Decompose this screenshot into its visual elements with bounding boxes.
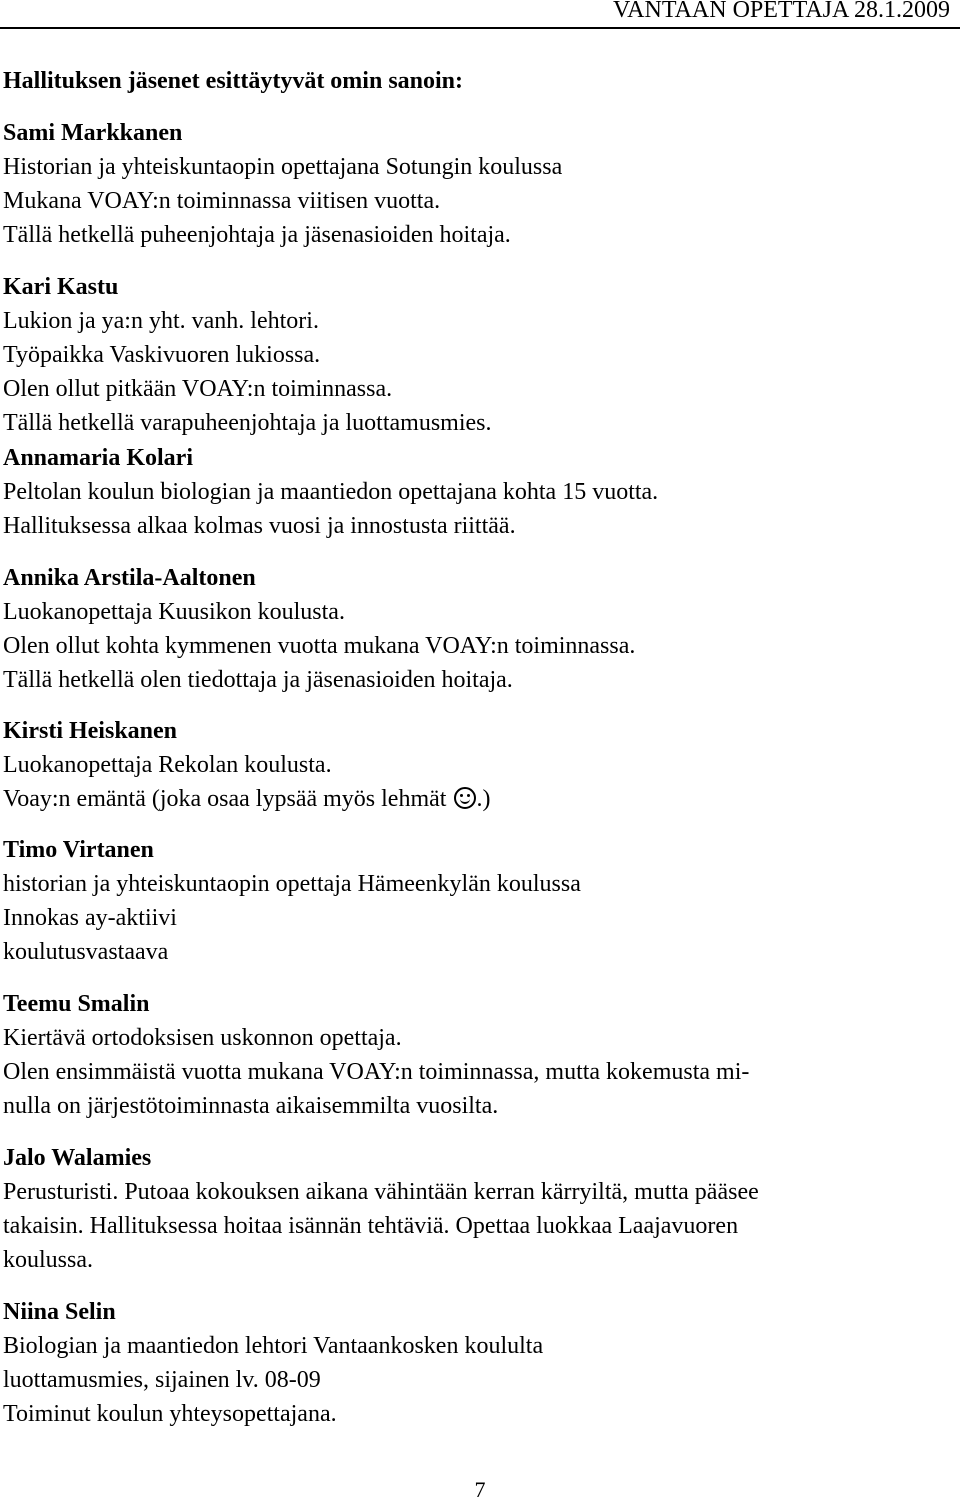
member-name: Kirsti Heiskanen <box>3 718 178 744</box>
member-line: Historian ja yhteiskuntaopin opettajana Sotungin koulussa <box>3 154 563 180</box>
member-line: Mukana VOAY:n toiminnassa viitisen vuotta. <box>3 188 441 214</box>
member-kirsti-heiskanen <box>3 714 943 816</box>
member-sami-markkanen <box>3 116 943 252</box>
member-annika-arstila-aaltonen <box>3 561 943 697</box>
member-line: Luokanopettaja Kuusikon koulusta. <box>3 599 345 625</box>
member-line: Hallituksessa alkaa kolmas vuosi ja innostusta riittää. <box>3 513 516 539</box>
member-line: luottamusmies, sijainen lv. 08-09 <box>3 1367 321 1393</box>
member-line: Perusturisti. Putoaa kokouksen aikana vähintään kerran kärryiltä, mutta pääsee <box>3 1179 759 1205</box>
member-line: nulla on järjestötoiminnasta aikaisemmilta vuosilta. <box>3 1093 499 1119</box>
member-line: takaisin. Hallituksessa hoitaa isännän tehtäviä. Opettaa luokkaa Laajavuoren <box>3 1213 739 1239</box>
member-line-with-smiley <box>3 782 943 816</box>
member-teemu-smalin <box>3 987 943 1123</box>
member-name: Sami Markkanen <box>3 120 183 146</box>
member-line: Tällä hetkellä puheenjohtaja ja jäsenasioiden hoitaja. <box>3 222 511 248</box>
page-header <box>0 0 960 36</box>
member-line-text: Voay:n emäntä (joka osaa lypsää myös lehmät <box>3 786 453 812</box>
member-line: Biologian ja maantiedon lehtori Vantaankosken koululta <box>3 1333 544 1359</box>
page-title: Hallituksen jäsenet esittäytyvät omin sanoin: <box>3 68 464 94</box>
member-line: Työpaikka Vaskivuoren lukiossa. <box>3 342 321 368</box>
member-line: koulussa. <box>3 1247 93 1273</box>
member-name: Annamaria Kolari <box>3 445 193 471</box>
smiley-icon <box>454 787 476 809</box>
member-kari-kastu <box>3 270 943 440</box>
member-line: Peltolan koulun biologian ja maantiedon opettajana kohta 15 vuotta. <box>3 479 659 505</box>
member-line: Tällä hetkellä olen tiedottaja ja jäsenasioiden hoitaja. <box>3 667 513 693</box>
member-jalo-walamies <box>3 1141 943 1277</box>
member-annamaria-kolari <box>3 441 943 543</box>
member-name: Annika Arstila-Aaltonen <box>3 565 256 591</box>
member-line-text: .) <box>476 786 491 812</box>
member-line: Olen ollut kohta kymmenen vuotta mukana VOAY:n toiminnassa. <box>3 633 636 659</box>
header-title: VANTAAN OPETTAJA 28.1.2009 <box>612 0 950 23</box>
member-name: Teemu Smalin <box>3 991 150 1017</box>
member-line: Lukion ja ya:n yht. vanh. lehtori. <box>3 308 319 334</box>
member-name: Timo Virtanen <box>3 837 154 863</box>
member-line: Olen ollut pitkään VOAY:n toiminnassa. <box>3 376 393 402</box>
member-line: Toiminut koulun yhteysopettajana. <box>3 1401 337 1427</box>
member-timo-virtanen <box>3 833 943 969</box>
member-name: Kari Kastu <box>3 274 119 300</box>
member-name: Jalo Walamies <box>3 1145 152 1171</box>
member-line: Luokanopettaja Rekolan koulusta. <box>3 752 332 778</box>
member-line: Tällä hetkellä varapuheenjohtaja ja luottamusmies. <box>3 410 492 436</box>
page-number: 7 <box>474 1477 486 1502</box>
header-rule <box>0 27 960 29</box>
member-name: Niina Selin <box>3 1299 116 1325</box>
member-line: Kiertävä ortodoksisen uskonnon opettaja. <box>3 1025 402 1051</box>
member-line: Innokas ay-aktiivi <box>3 905 177 931</box>
member-line: historian ja yhteiskuntaopin opettaja Hämeenkylän koulussa <box>3 871 581 897</box>
member-line: koulutusvastaava <box>3 939 169 965</box>
member-niina-selin <box>3 1295 943 1431</box>
member-line: Olen ensimmäistä vuotta mukana VOAY:n toiminnassa, mutta kokemusta mi- <box>3 1059 750 1085</box>
